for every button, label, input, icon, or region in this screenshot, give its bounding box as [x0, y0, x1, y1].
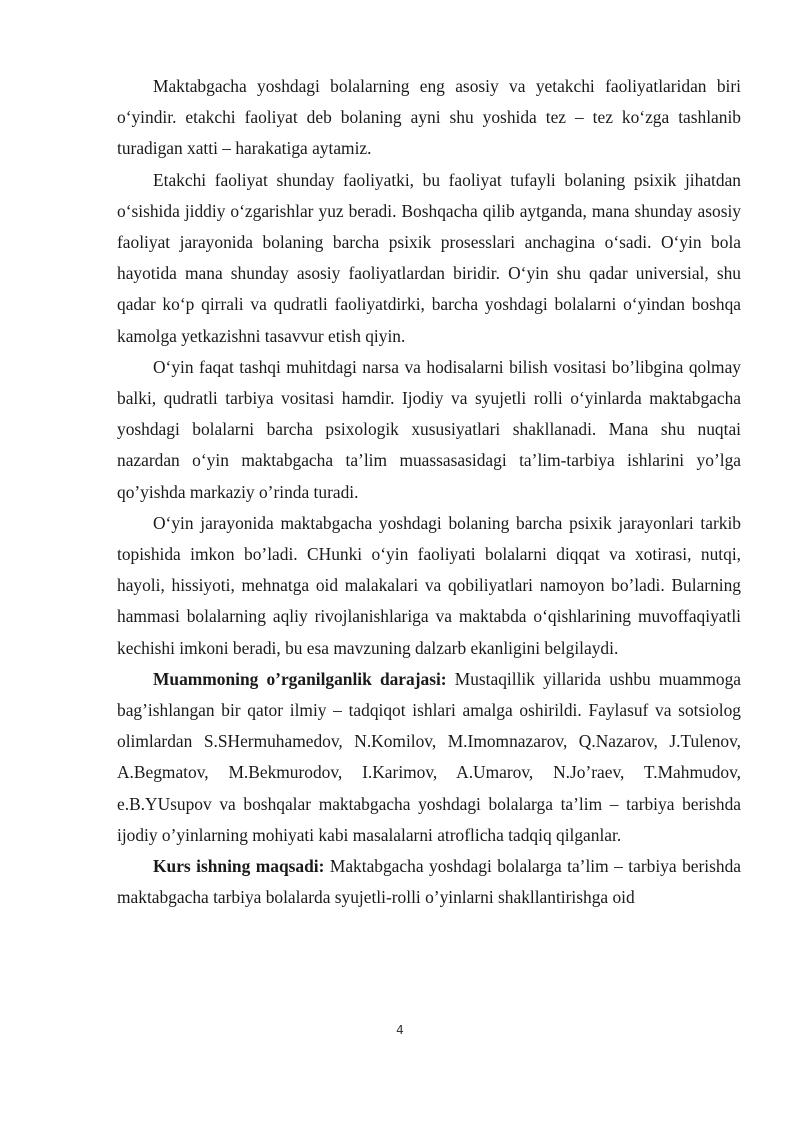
paragraph-research-level-text: Mustaqillik yillarida ushbu muammoga bag’ishlangan bir qator ilmiy – tadqiqot ishlari amalga oshirildi. Faylasuf va sotsiolog olimlardan S.SHermuhamedov, N.Komilov, M.Imomnazarov, Q.Nazarov, J.Tulenov, A.Begmatov, M.Bekmurodov, I.Karimov, A.Umarov, N.Jo’raev, T.Mahmudov, e.B.YUsupov va boshqalar maktabgacha yoshdagi bolalarga ta’lim – tarbiya berishda ijodiy o’yinlarning mohiyati kabi masalalarni atroflicha tadqiq qilganlar. — [117, 668, 741, 845]
paragraph-3-text: O‘yin faqat tashqi muhitdagi narsa va hodisalarni bilish vositasi bo’libgina qolmay balki, qudratli tarbiya vositasi hamdir. Ijodiy va syujetli rolli o‘yinlarda maktabgacha yoshdagi bolalarni barcha psixologik xususiyatlari shakllanadi. Mana shu nuqtai nazardan o‘yin maktabgacha ta’lim muassasasidagi ta’lim-tarbiya ishlarini yo’lga qo’yishda markaziy o’rinda turadi. — [117, 356, 741, 502]
paragraph-research-level — [117, 664, 741, 851]
paragraph-4 — [117, 508, 741, 664]
paragraph-1 — [117, 71, 741, 165]
paragraph-course-goal — [117, 851, 741, 913]
document-page — [117, 71, 741, 913]
paragraph-2-text: Etakchi faoliyat shunday faoliyatki, bu faoliyat tufayli bolaning psixik jihatdan o‘sishida jiddiy o‘zgarishlar yuz beradi. Boshqacha qilib aytganda, mana shunday asosiy faoliyat jarayonida bolaning barcha psixik prosesslari anchagina o‘sadi. O‘yin bola hayotida mana shunday asosiy faoliyatlardan biridir. O‘yin shu qadar universial, shu qadar ko‘p qirrali va qudratli faoliyatdirki, barcha yoshdagi bolalarni o‘yindan boshqa kamolga yetkazishni tasavvur etish qiyin. — [117, 169, 741, 346]
paragraph-course-goal-text: Maktabgacha yoshdagi bolalarga ta’lim – tarbiya berishda maktabgacha tarbiya bolalarda syujetli-rolli o’yinlarni shakllantirishga oid — [117, 856, 741, 908]
paragraph-1-text: Maktabgacha yoshdagi bolalarning eng asosiy va yetakchi faoliyatlaridan biri o‘yindir. etakchi faoliyat deb bolaning ayni shu yoshida tez – tez ko‘zga tashlanib turadigan xatti – harakatiga aytamiz. — [117, 76, 741, 159]
paragraph-course-goal-heading: Kurs ishning maqsadi: — [153, 856, 325, 877]
page-number: 4 — [396, 1023, 404, 1037]
paragraph-3 — [117, 352, 741, 508]
paragraph-4-text: O‘yin jarayonida maktabgacha yoshdagi bolaning barcha psixik jarayonlari tarkib topishida imkon bo’ladi. CHunki o‘yin faoliyati bolalarni diqqat va xotirasi, nutqi, hayoli, hissiyoti, mehnatga oid malakalari va qobiliyatlari namoyon bo’ladi. Bularning hammasi bolalarning aqliy rivojlanishlariga va maktabda o‘qishlarining muvoffaqiyatli kechishi imkoni beradi, bu esa mavzuning dalzarb ekanligini belgilaydi. — [117, 512, 741, 658]
paragraph-2 — [117, 165, 741, 352]
paragraph-research-level-heading: Muammoning o’rganilganlik darajasi: — [153, 668, 447, 689]
